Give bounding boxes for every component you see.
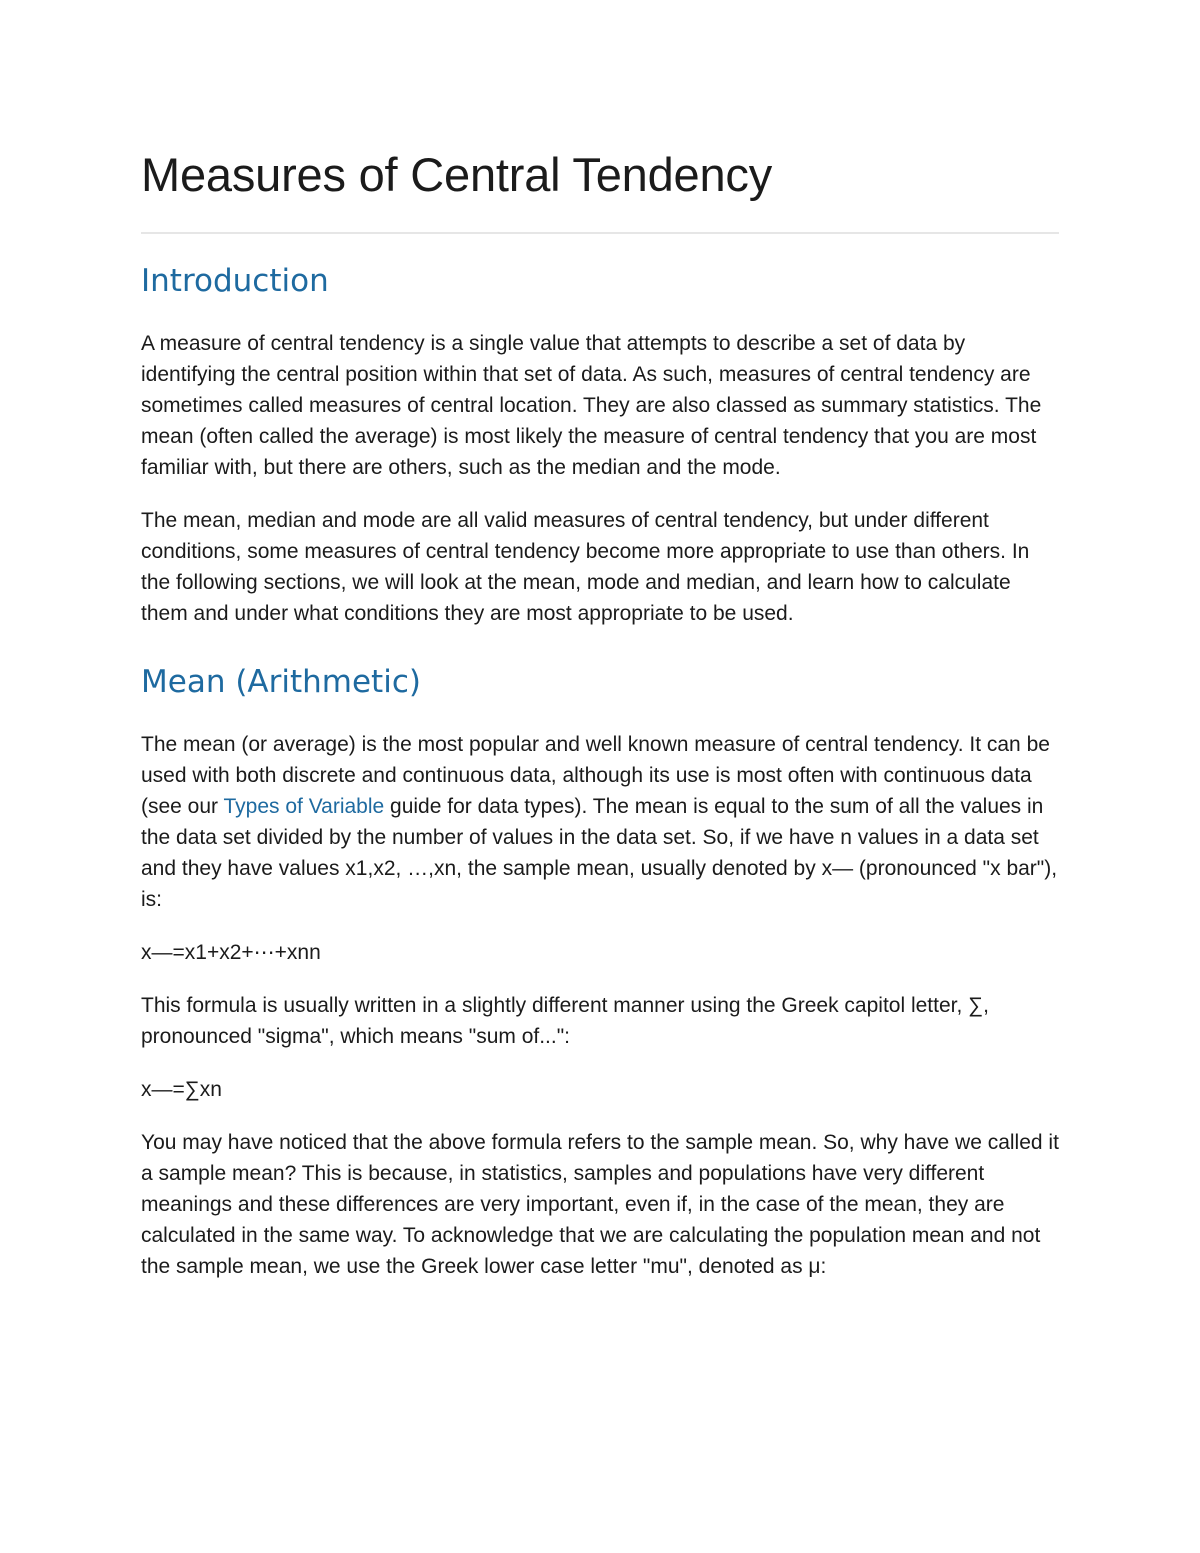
title-divider [141,232,1059,234]
mean-paragraph-1-text-a: The mean (or average) is the most popular and well known measure of central tendency. It can be used with both discrete and continuous data, although its use is most often with continuous data (see our [141,733,1050,818]
sample-mean-formula: x—=x1+x2+⋯+xnn [141,941,321,964]
page-title: Measures of Central Tendency [141,148,772,201]
mean-paragraph-3: You may have noticed that the above formula refers to the sample mean. So, why have we called it a sample mean? This is because, in statistics, samples and populations have very different meanings and these differences are very important, even if, in the case of the mean, they are calculated in the same way. To acknowledge that we are calculating the population mean and not the sample mean, we use the Greek lower case letter "mu", denoted as μ: [141,1131,1059,1278]
mean-paragraph-1-text-b: guide for data types). The mean is equal to the sum of all the values in the data set divided by the number of values in the data set. So, if we have n values in a data set and they have values x1,x2, …,xn, the sample mean, usually denoted by x— (pronounced "x bar"), is: [141,795,1058,911]
sigma-mean-formula: x—=∑xn [141,1078,222,1101]
section-heading-introduction: Introduction [141,263,329,299]
mean-paragraph-2: This formula is usually written in a slightly different manner using the Greek capitol letter, ∑, pronounced "sigma", which means "sum of...": [141,994,989,1048]
intro-paragraph-2: The mean, median and mode are all valid measures of central tendency, but under different conditions, some measures of central tendency become more appropriate to use than others. In the following sections, we will look at the mean, mode and median, and learn how to calculate them and under what conditions they are most appropriate to be used. [141,509,1030,625]
document-page [141,140,1059,1282]
mean-paragraph-1 [141,729,1059,915]
section-heading-mean: Mean (Arithmetic) [141,664,421,700]
types-of-variable-link[interactable]: Types of Variable [223,795,385,818]
intro-paragraph-1: A measure of central tendency is a single value that attempts to describe a set of data by identifying the central position within that set of data. As such, measures of central tendency are sometimes called measures of central location. They are also classed as summary statistics. The mean (often called the average) is most likely the measure of central tendency that you are most familiar with, but there are others, such as the median and the mode. [141,332,1042,479]
